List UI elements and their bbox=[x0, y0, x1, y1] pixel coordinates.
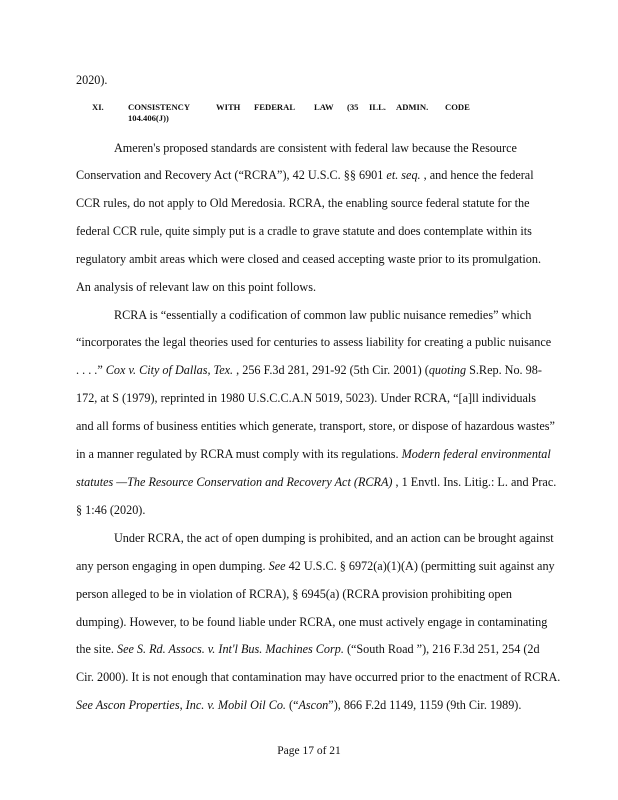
paragraph-line: person alleged to be in violation of RCRA), § 6945(a) (RCRA provision prohibiting open bbox=[76, 587, 512, 601]
paragraph-line: Under RCRA, the act of open dumping is prohibited, and an action can be brought against bbox=[114, 531, 554, 545]
paragraph-line: RCRA is “essentially a codification of common law public nuisance remedies” which bbox=[114, 308, 532, 322]
paragraph-line: in a manner regulated by RCRA must comply with its regulations. Modern federal environmental bbox=[76, 447, 551, 461]
heading-number: XI. bbox=[92, 102, 104, 112]
source-citation: statutes —The Resource Conservation and Recovery Act (RCRA) bbox=[76, 475, 393, 489]
heading-word: CODE bbox=[445, 102, 470, 112]
paragraph-line: Ameren's proposed standards are consistent with federal law because the Resource bbox=[114, 141, 517, 155]
paragraph-line: any person engaging in open dumping. See 42 U.S.C. § 6972(a)(1)(A) (permitting suit against any bbox=[76, 559, 555, 573]
heading-word: (35 bbox=[347, 102, 359, 112]
continuation-line: 2020). bbox=[76, 73, 108, 87]
page-number: Page 17 of 21 bbox=[277, 745, 341, 757]
case-citation: Cox v. City of Dallas, Tex. bbox=[105, 363, 234, 377]
section-heading bbox=[92, 102, 532, 124]
paragraph-line: Cir. 2000). It is not enough that contamination may have occurred prior to the enactment of RCRA. bbox=[76, 670, 561, 684]
source-citation: Modern federal environmental bbox=[401, 447, 551, 461]
heading-cite: 104.406(J)) bbox=[128, 113, 169, 123]
heading-word: ILL. bbox=[369, 102, 386, 112]
paragraph-line: Conservation and Recovery Act (“RCRA”), 42 U.S.C. §§ 6901 et. seq. , and hence the federal bbox=[76, 168, 534, 182]
paragraph-line: dumping). However, to be found liable under RCRA, one must actively engage in contaminating bbox=[76, 615, 548, 629]
paragraph-line: federal CCR rule, quite simply put is a cradle to grave statute and does contemplate within its bbox=[76, 224, 532, 238]
heading-word: CONSISTENCY bbox=[128, 102, 191, 112]
heading-word: WITH bbox=[216, 102, 241, 112]
paragraph-line: CCR rules, do not apply to Old Meredosia. RCRA, the enabling source federal statute for the bbox=[76, 196, 530, 210]
paragraph-line: and all forms of business entities which generate, transport, store, or dispose of hazardous wastes” bbox=[76, 419, 555, 433]
paragraph-line: regulatory ambit areas which were closed and ceased accepting waste prior to its promulgation. bbox=[76, 252, 541, 266]
case-citation: See S. Rd. Assocs. v. Int'l Bus. Machines Corp. bbox=[116, 642, 344, 656]
paragraph-line: See Ascon Properties, Inc. v. Mobil Oil Co. (“Ascon”), 866 F.2d 1149, 1159 (9th Cir. 1989). bbox=[76, 698, 522, 712]
heading-word: LAW bbox=[314, 102, 334, 112]
paragraph-line: 172, at S (1979), reprinted in 1980 U.S.C.C.A.N 5019, 5023). Under RCRA, “[a]ll individuals bbox=[76, 391, 537, 405]
paragraph-line: statutes —The Resource Conservation and Recovery Act (RCRA) , 1 Envtl. Ins. Litig.: L. and Prac. bbox=[76, 475, 557, 489]
paragraph-line: . . . .” Cox v. City of Dallas, Tex. , 256 F.3d 281, 291-92 (5th Cir. 2001) (quoting S.Rep. No. 98- bbox=[76, 363, 542, 377]
case-citation: See Ascon Properties, Inc. v. Mobil Oil Co. bbox=[76, 698, 286, 712]
heading-word: FEDERAL bbox=[254, 102, 296, 112]
heading-word: ADMIN. bbox=[396, 102, 429, 112]
paragraph-line: An analysis of relevant law on this point follows. bbox=[76, 280, 316, 294]
paragraph-line: § 1:46 (2020). bbox=[76, 503, 146, 517]
paragraph-line: the site. See S. Rd. Assocs. v. Int'l Bus. Machines Corp. (“South Road ”), 216 F.3d 251, 254 (2d bbox=[76, 642, 540, 656]
paragraph-line: “incorporates the legal theories used for centuries to assess liability for creating a public nuisance bbox=[76, 335, 552, 349]
